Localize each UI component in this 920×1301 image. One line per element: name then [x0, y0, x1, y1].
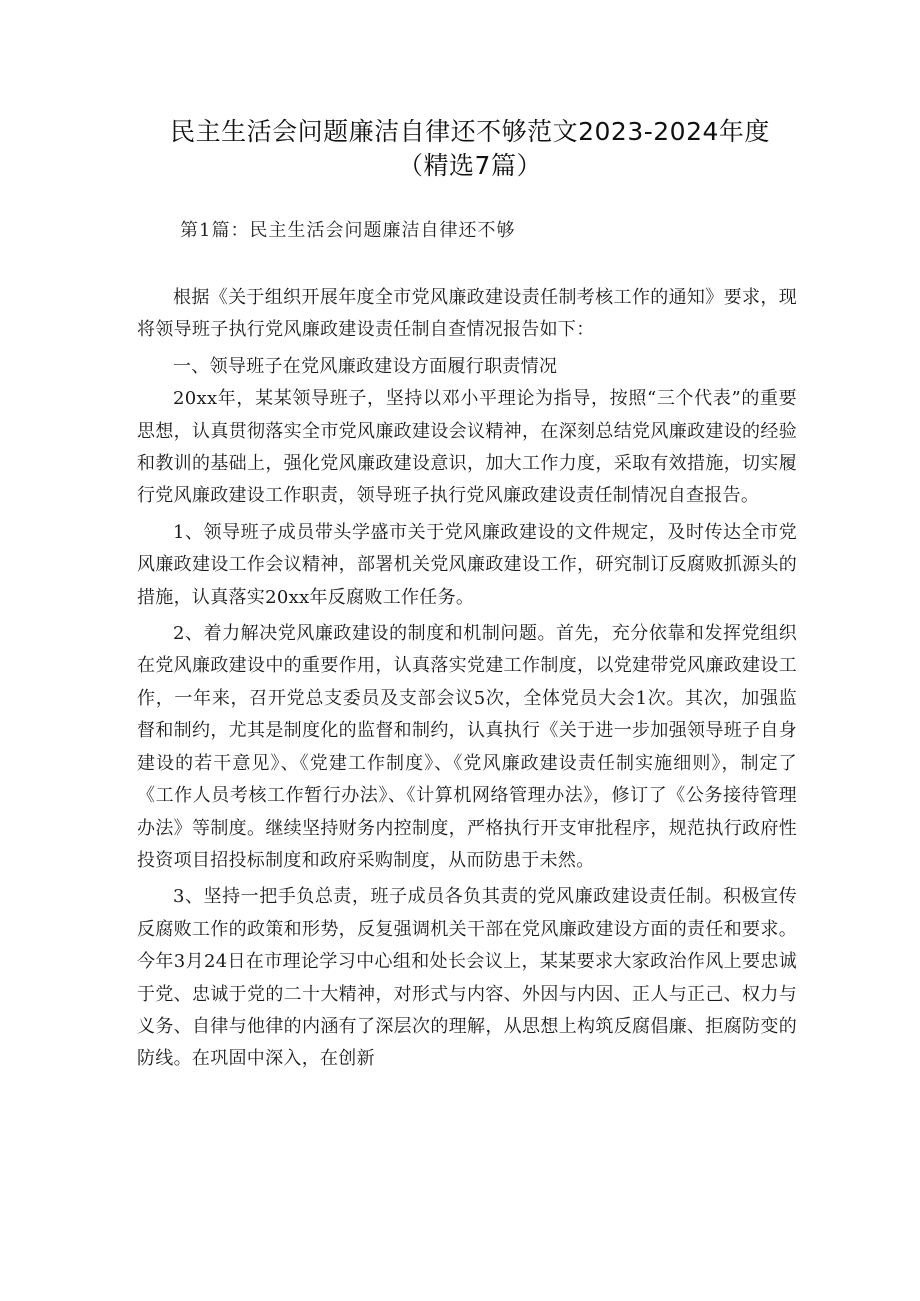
paragraph-item-2: 2、着力解决党风廉政建设的制度和机制问题。首先，充分依靠和发挥党组织在党风廉政建设中的重要作用，认真落实党建工作制度，以党建带党风廉政建设工作，一年来，召开党总支委员及支部会议5次，全体党员大会1次。其次，加强监督和制约，尤其是制度化的监督和制约，认真执行《关于进一步加强领导班子自身建设的若干意见》、《党建工作制度》、《党风廉政建设责任制实施细则》，制定了《工作人员考核工作暂行办法》、《计算机网络管理办法》，修订了《公务接待管理办法》等制度。继续坚持财务内控制度，严格执行开支审批程序，规范执行政府性投资项目招投标制度和政府采购制度，从而防患于未然。 — [137, 623, 797, 871]
chapter-heading: 第1篇：民主生活会问题廉洁自律还不够 — [180, 220, 516, 241]
section-heading: 一、领导班子在党风廉政建设方面履行职责情况 — [173, 355, 558, 377]
document-title-line-1: 民主生活会问题廉洁自律还不够范文2023-2024年度 — [170, 117, 770, 146]
document-title-line-2: （精选7篇） — [398, 151, 542, 180]
paragraph-item-1: 1、领导班子成员带头学盛市关于党风廉政建设的文件规定，及时传达全市党风廉政建设工作会议精神，部署机关党风廉政建设工作，研究制订反腐败抓源头的措施，认真落实20xx年反腐败工作任务。 — [137, 521, 797, 608]
paragraph-intro: 根据《关于组织开展年度全市党风廉政建设责任制考核工作的通知》要求，现将领导班子执行党风廉政建设责任制自查情况报告如下： — [137, 287, 797, 341]
paragraph-item-3: 3、坚持一把手负总责，班子成员各负其责的党风廉政建设责任制。积极宣传反腐败工作的政策和形势，反复强调机关干部在党风廉政建设方面的责任和要求。今年3月24日在市理论学习中心组和处长会议上，某某要求大家政治作风上要忠诚于党、忠诚于党的二十大精神，对形式与内容、外因与内因、正人与正己、权力与义务、自律与他律的内涵有了深层次的理解，从思想上构筑反腐倡廉、拒腐防变的防线。在巩固中深入，在创新 — [137, 886, 797, 1070]
document-body — [137, 282, 797, 1080]
paragraph-overview: 20xx年，某某领导班子，坚持以邓小平理论为指导，按照“三个代表”的重要思想，认真贯彻落实全市党风廉政建设会议精神，在深刻总结党风廉政建设的经验和教训的基础上，强化党风廉政建设意识，加大工作力度，采取有效措施，切实履行党风廉政建设工作职责，领导班子执行党风廉政建设责任制情况自查报告。 — [137, 388, 797, 507]
